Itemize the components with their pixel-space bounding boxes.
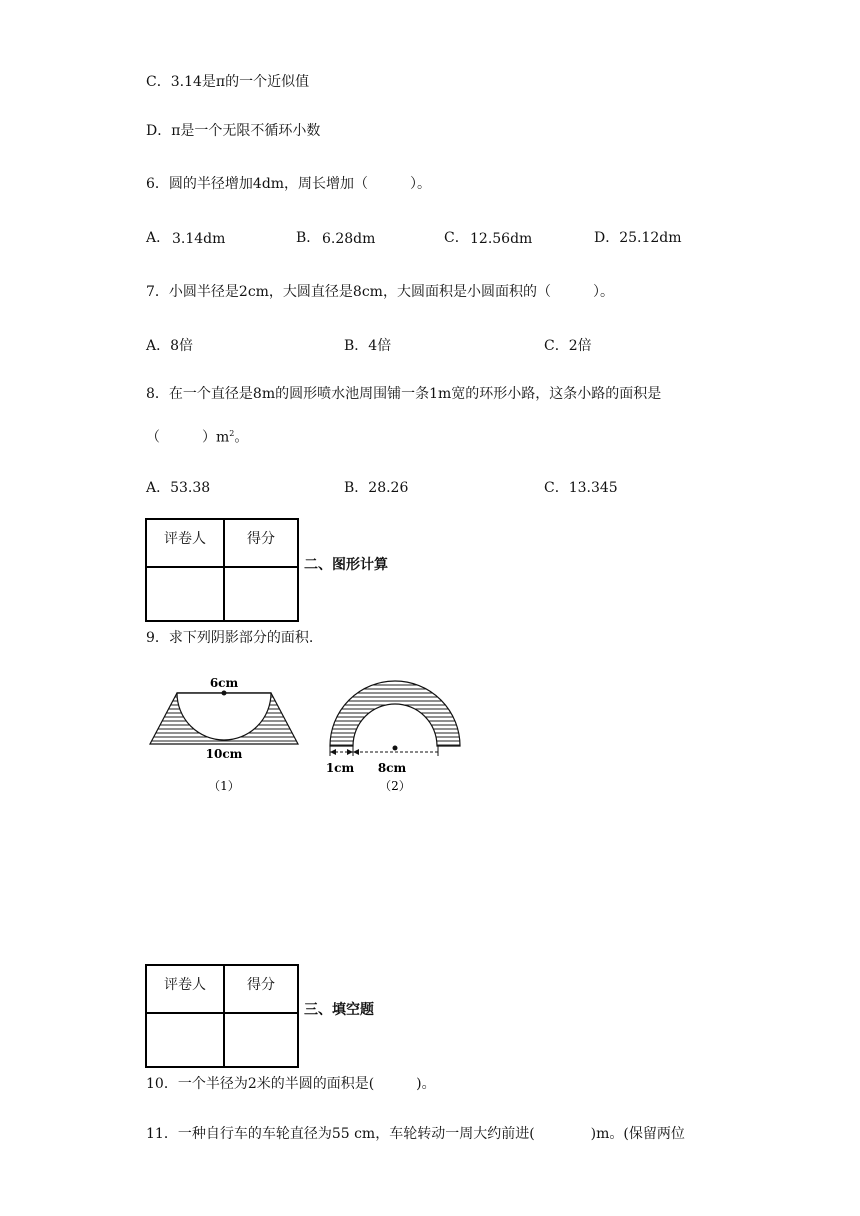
figure-2-label-8cm: 8cm [377,761,407,775]
score-table-header-grader: 评卷人 [146,519,224,567]
q6-option-b-label: B． [296,230,321,246]
section-title-3: 三、填空题 [304,1002,374,1018]
q11-stem: 11．一种自行车的车轮直径为55 cm，车轮转动一周大约前进( )m。(保留两位 [146,1126,685,1142]
figure-1-caption: （1） [208,779,240,793]
q6-stem: 6．圆的半径增加4dm，周长增加（ ）。 [146,176,432,192]
score-table-header-score: 得分 [224,519,298,567]
q7-option-c: C．2倍 [544,338,592,354]
q5-option-d: D．π是一个无限不循环小数 [146,123,321,139]
q6-option-a-label: A． [146,230,171,246]
section-title-2: 二、图形计算 [304,557,388,573]
q6-option-d: D．25.12dm [594,230,682,246]
q6-option-b-value: 6.28dm [322,231,376,247]
q8-option-b: B．28.26 [344,480,409,496]
q6-option-c-value: 12.56dm [470,231,533,247]
q6-option-a-value: 3.14dm [172,231,226,247]
figure-1-top-label: 6cm [209,676,239,690]
q6-option-c-label: C． [444,230,469,246]
figure-1-trapezoid [140,672,310,796]
score-table-grader-cell[interactable] [146,567,224,621]
q7-option-a: A．8倍 [146,338,194,354]
figure-2-caption: （2） [379,779,411,793]
score-table-score-cell[interactable] [224,567,298,621]
score-table-2-grader-cell[interactable] [146,1013,224,1067]
score-table-2-header-grader: 评卷人 [146,965,224,1013]
q8-option-c: C．13.345 [544,480,618,496]
q7-option-b: B．4倍 [344,338,392,354]
q10-stem: 10．一个半径为2米的半圆的面积是( )。 [146,1076,436,1092]
q8-option-a: A．53.38 [146,480,211,496]
figure-2-label-1cm: 1cm [325,761,355,775]
q5-option-c: C．3.14是π的一个近似值 [146,74,310,90]
q8-stem-line2: （ ）$m^2$。 [146,429,249,446]
q9-stem: 9．求下列阴影部分的面积. [146,630,314,646]
score-table-2 [145,964,299,1068]
score-table-1 [145,518,299,622]
score-table-2-header-score: 得分 [224,965,298,1013]
q7-stem: 7．小圆半径是2cm，大圆直径是8cm，大圆面积是小圆面积的（ ）。 [146,284,614,300]
q8-stem: 8．在一个直径是8m的圆形喷水池周围铺一条1m宽的环形小路，这条小路的面积是 [146,386,662,402]
figure-1-bottom-label: 10cm [205,747,243,761]
figure-2-ring [320,664,470,796]
score-table-2-score-cell[interactable] [224,1013,298,1067]
